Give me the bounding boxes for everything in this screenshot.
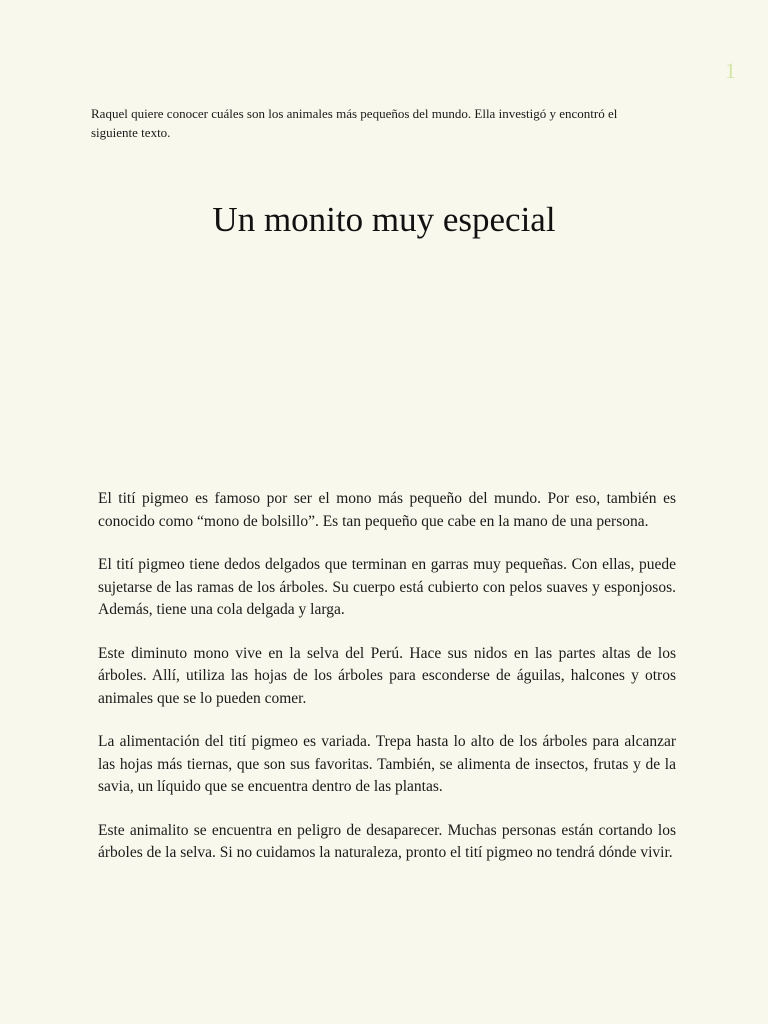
intro-text: Raquel quiere conocer cuáles son los animales más pequeños del mundo. Ella investigó y encontró el siguiente texto. xyxy=(91,106,618,140)
page-number: 1 xyxy=(725,58,736,83)
paragraph-1: El tití pigmeo es famoso por ser el mono más pequeño del mundo. Por eso, también es conocido como “mono de bolsillo”. Es tan pequeño que cabe en la mano de una persona. xyxy=(98,490,676,530)
paragraph-2: El tití pigmeo tiene dedos delgados que terminan en garras muy pequeñas. Con ellas, puede sujetarse de las ramas de los árboles. Su cuerpo está cubierto con pelos suaves y esponjosos. Además, tiene una cola delgada y larga. xyxy=(98,556,676,618)
article-body xyxy=(98,488,676,886)
paragraph-3: Este diminuto mono vive en la selva del Perú. Hace sus nidos en las partes altas de los árboles. Allí, utiliza las hojas de los árboles para esconderse de águilas, halcones y otros animales que se lo pueden comer. xyxy=(98,644,676,707)
document-title: Un monito muy especial xyxy=(212,200,556,239)
paragraph-4: La alimentación del tití pigmeo es variada. Trepa hasta lo alto de los árboles para alcanzar las hojas más tiernas, que son sus favoritas. También, se alimenta de insectos, frutas y de la savia, un líquido que se encuentra dentro de las plantas. xyxy=(98,733,676,795)
paragraph-5: Este animalito se encuentra en peligro de desaparecer. Muchas personas están cortando los árboles de la selva. Si no cuidamos la naturaleza, pronto el tití pigmeo no tendrá dónde vivir. xyxy=(98,821,676,861)
